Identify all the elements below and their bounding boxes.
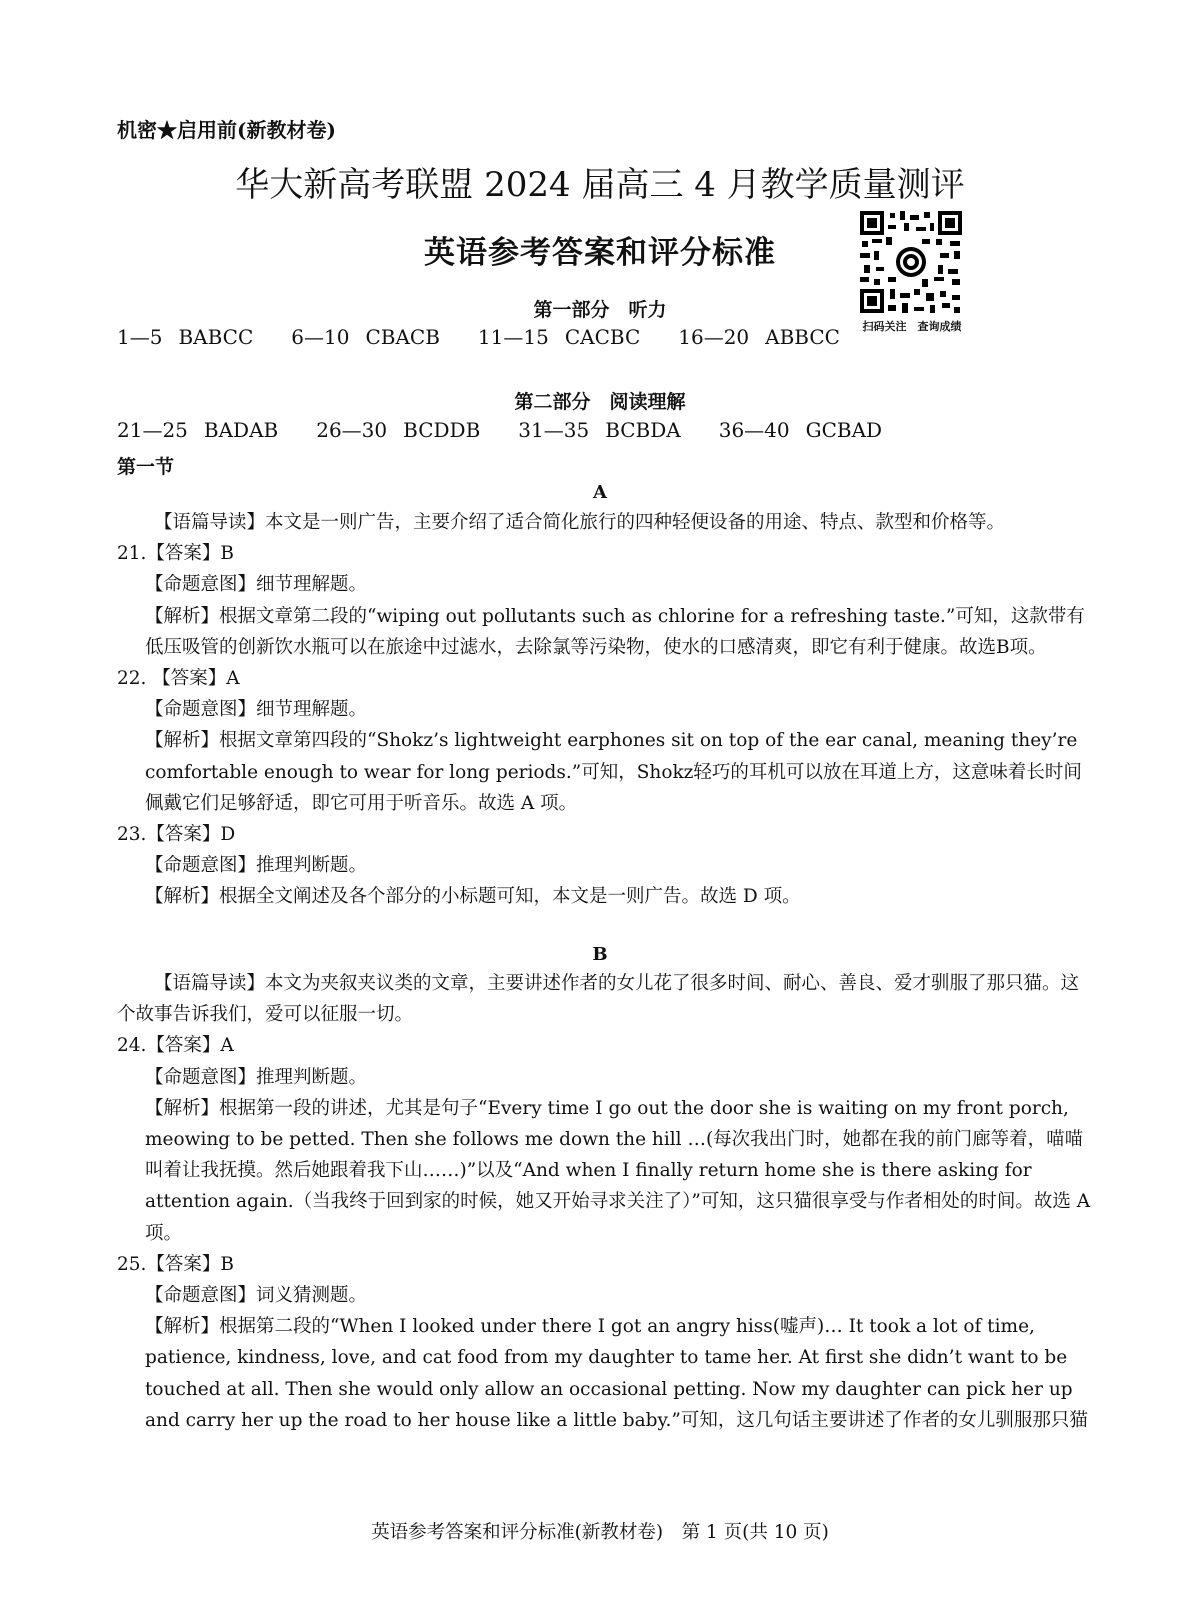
qr-caption: 扫码关注 查询成绩 — [862, 320, 962, 333]
section1-heading: 第一节 — [117, 456, 175, 478]
q23-intent: 【命题意图】推理判断题。 — [145, 855, 368, 877]
passage-a-letter: A — [593, 482, 607, 503]
answer-group: 6—10 CBACB — [291, 325, 440, 349]
answer-group: 26—30 BCDDB — [316, 418, 481, 442]
part1-heading: 第一部分 听力 — [533, 299, 667, 321]
q22-analysis: 【解析】根据文章第四段的“Shokz’s lightweight earphones sit on top of the ear canal, meaning they’re comfortable enough to wear for long periods.”可知，Shokz轻巧的耳机可以放在耳道上方，这意味着长时间佩戴它们足够舒适，即它可用于听音乐。故选 A 项。 — [145, 730, 1082, 814]
passage-b-intro: 【语篇导读】本文为夹叙夹议类的文章，主要讲述作者的女儿花了很多时间、耐心、善良、爱才驯服了那只猫。这个故事告诉我们，爱可以征服一切。 — [117, 973, 1080, 1026]
q22-answer: 22. 【答案】A — [117, 668, 240, 690]
answer-group: 16—20 ABBCC — [678, 325, 840, 349]
q21-intent: 【命题意图】细节理解题。 — [145, 574, 368, 596]
answer-group: 31—35 BCBDA — [518, 418, 681, 442]
confidential-label: 机密★启用前(新教材卷) — [117, 118, 336, 142]
q22-intent: 【命题意图】细节理解题。 — [145, 699, 368, 721]
exam-subtitle: 英语参考答案和评分标准 — [424, 235, 776, 271]
part2-heading: 第二部分 阅读理解 — [514, 391, 686, 413]
q24-analysis: 【解析】根据第一段的讲述，尤其是句子“Every time I go out the door she is waiting on my front porch, meowing to be petted. Then she follows me down the hill …(每次我出门时，她都在我的前门廊等着，喵喵叫着让我抚摸。然后她跟着我下山……)”以及“And when I finally return home she is there asking for attention again.（当我终于回到家的时候，她又开始寻求关注了）”可知，这只猫很享受与作者相处的时间。故选 A 项。 — [145, 1097, 1091, 1244]
passage-a-intro: 【语篇导读】本文是一则广告，主要介绍了适合简化旅行的四种轻便设备的用途、特点、款型和价格等。 — [154, 512, 1006, 533]
answer-group: 36—40 GCBAD — [718, 418, 883, 442]
answer-group: 11—15 CACBC — [477, 325, 641, 349]
q21-analysis: 【解析】根据文章第二段的“wiping out pollutants such as chlorine for a refreshing taste.”可知，这款带有低压吸管的创新饮水瓶可以在旅途中过滤水，去除氯等污染物，使水的口感清爽，即它有利于健康。故选B项。 — [145, 605, 1085, 658]
q24-answer: 24.【答案】A — [117, 1035, 234, 1057]
q21-answer: 21.【答案】B — [117, 543, 235, 565]
answer-group: 21—25 BADAB — [117, 418, 279, 442]
q24-intent: 【命题意图】推理判断题。 — [145, 1066, 368, 1088]
q25-intent: 【命题意图】词义猜测题。 — [145, 1285, 368, 1307]
part1-answer-line — [117, 325, 840, 349]
passage-b-letter: B — [592, 944, 608, 965]
q25-answer: 25.【答案】B — [117, 1253, 235, 1275]
exam-title: 华大新高考联盟 2024 届高三 4 月教学质量测评 — [235, 165, 965, 205]
passage-b-block — [117, 968, 1097, 1436]
part2-answer-line — [117, 418, 882, 442]
q25-analysis: 【解析】根据第二段的“When I looked under there I got an angry hiss(嘘声)… It took a lot of time, patience, kindness, love, and cat food from my daughter to tame her. At first she didn’t want to be touched at all. Then she would only allow an occasional petting. Now my daughter can pick her up and carry her up the road to her house like a little baby.”可知，这几句话主要讲述了作者的女儿驯服那只猫 — [145, 1316, 1088, 1431]
answer-group: 1—5 BABCC — [117, 325, 254, 349]
page-footer: 英语参考答案和评分标准(新教材卷) 第 1 页(共 10 页) — [371, 1522, 829, 1543]
q23-analysis: 【解析】根据全文阐述及各个部分的小标题可知，本文是一则广告。故选 D 项。 — [145, 886, 801, 908]
q23-answer: 23.【答案】D — [117, 824, 236, 846]
passage-a-block — [117, 507, 1097, 913]
